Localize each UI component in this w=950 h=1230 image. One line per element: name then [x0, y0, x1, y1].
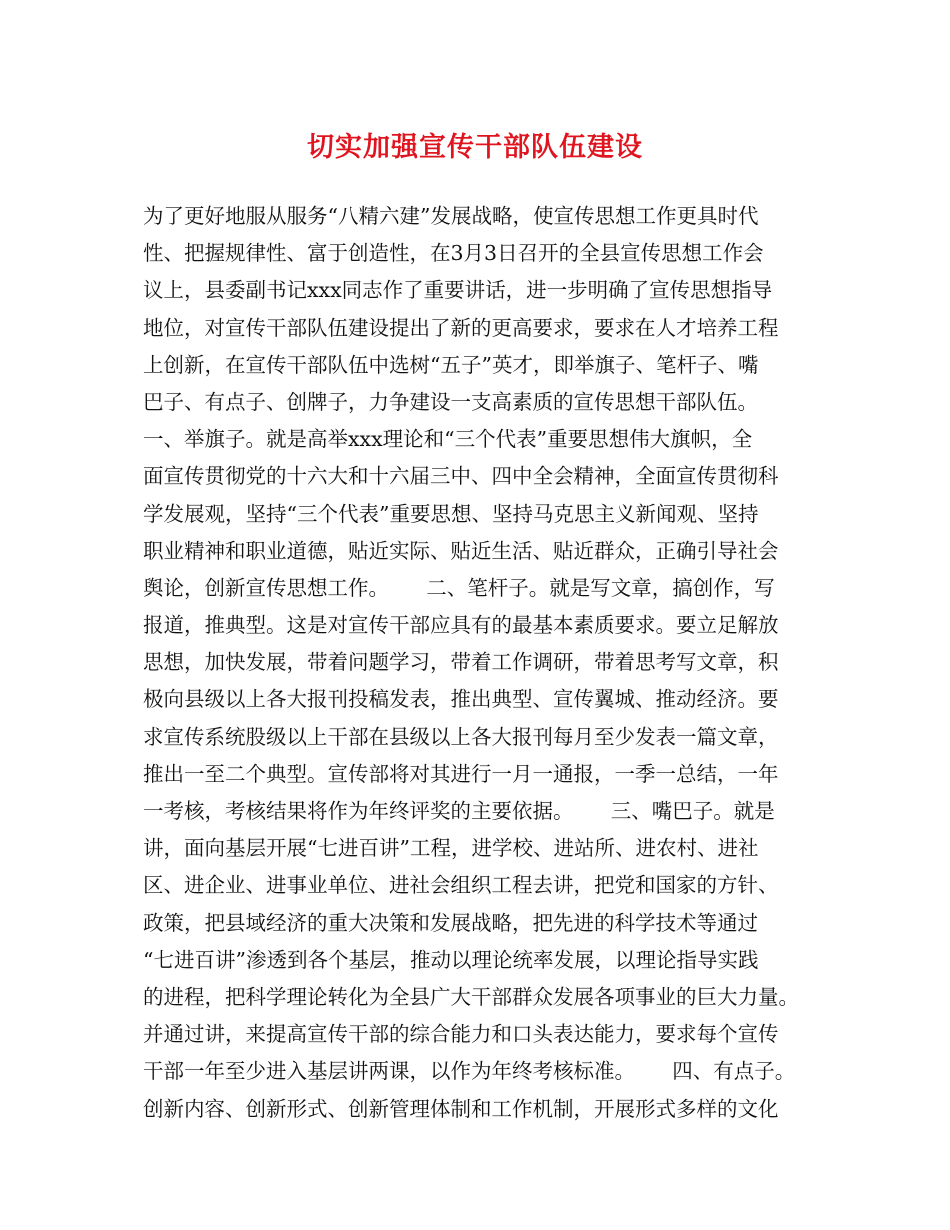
body-line: 推出一至二个典型。宣传部将对其进行一月一通报，一季一总结，一年: [143, 761, 779, 786]
body-line: 并通过讲，来提高宣传干部的综合能力和口头表达能力，要求每个宣传: [143, 1022, 779, 1047]
body-line: “七进百讲”渗透到各个基层，推动以理论统率发展，以理论指导实践: [143, 947, 759, 972]
body-line: 议上，县委副书记xxx同志作了重要讲话，进一步明确了宣传思想指导: [143, 278, 773, 303]
body-line: 的进程，把科学理论转化为全县广大干部群众发展各项事业的巨大力量。: [143, 984, 799, 1009]
document-body: [143, 198, 823, 1128]
body-line: 求宣传系统股级以上干部在县级以上各大报刊每月至少发表一篇文章，: [143, 724, 779, 749]
body-line: 报道，推典型。这是对宣传干部应具有的最基本素质要求。要立足解放: [143, 613, 779, 638]
body-line: 学发展观，坚持“三个代表”重要思想、坚持马克思主义新闻观、坚持: [143, 501, 759, 526]
body-line: 地位，对宣传干部队伍建设提出了新的更高要求，要求在人才培养工程: [143, 315, 779, 340]
body-line: 极向县级以上各大报刊投稿发表，推出典型、宣传翼城、推动经济。要: [143, 687, 779, 712]
body-line: 干部一年至少进入基层讲两课，以作为年终考核标准。 四、有点子。: [143, 1059, 796, 1084]
body-line: 面宣传贯彻党的十六大和十六届三中、四中全会精神，全面宣传贯彻科: [143, 464, 779, 489]
body-line: 巴子、有点子、创牌子，力争建设一支高素质的宣传思想干部队伍。: [143, 389, 758, 414]
body-line: 讲，面向基层开展“七进百讲”工程，进学校、进站所、进农村、进社: [143, 836, 759, 861]
body-line: 思想，加快发展，带着问题学习，带着工作调研，带着思考写文章，积: [143, 650, 779, 675]
body-line: 职业精神和职业道德，贴近实际、贴近生活、贴近群众，正确引导社会: [143, 538, 779, 563]
body-line: 区、进企业、进事业单位、进社会组织工程去讲，把党和国家的方针、: [143, 873, 779, 898]
body-line: 一考核，考核结果将作为年终评奖的主要依据。 三、嘴巴子。就是: [143, 799, 775, 823]
body-line: 为了更好地服从服务“八精六建”发展战略，使宣传思想工作更具时代: [143, 204, 759, 228]
document-title: 切实加强宣传干部队伍建设: [307, 132, 643, 163]
body-line: 一、举旗子。就是高举xxx理论和“三个代表”重要思想伟大旗帜，全: [143, 427, 753, 452]
body-line: 性、把握规律性、富于创造性，在3月3日召开的全县宣传思想工作会: [143, 241, 764, 266]
body-line: 上创新，在宣传干部队伍中选树“五子”英才，即举旗子、笔杆子、嘴: [143, 352, 759, 377]
body-line: 舆论，创新宣传思想工作。 二、笔杆子。就是写文章，搞创作，写: [143, 575, 775, 600]
body-line: 政策，把县域经济的重大决策和发展战略，把先进的科学技术等通过: [143, 910, 758, 935]
body-line: 创新内容、创新形式、创新管理体制和工作机制，开展形式多样的文化: [143, 1096, 779, 1121]
